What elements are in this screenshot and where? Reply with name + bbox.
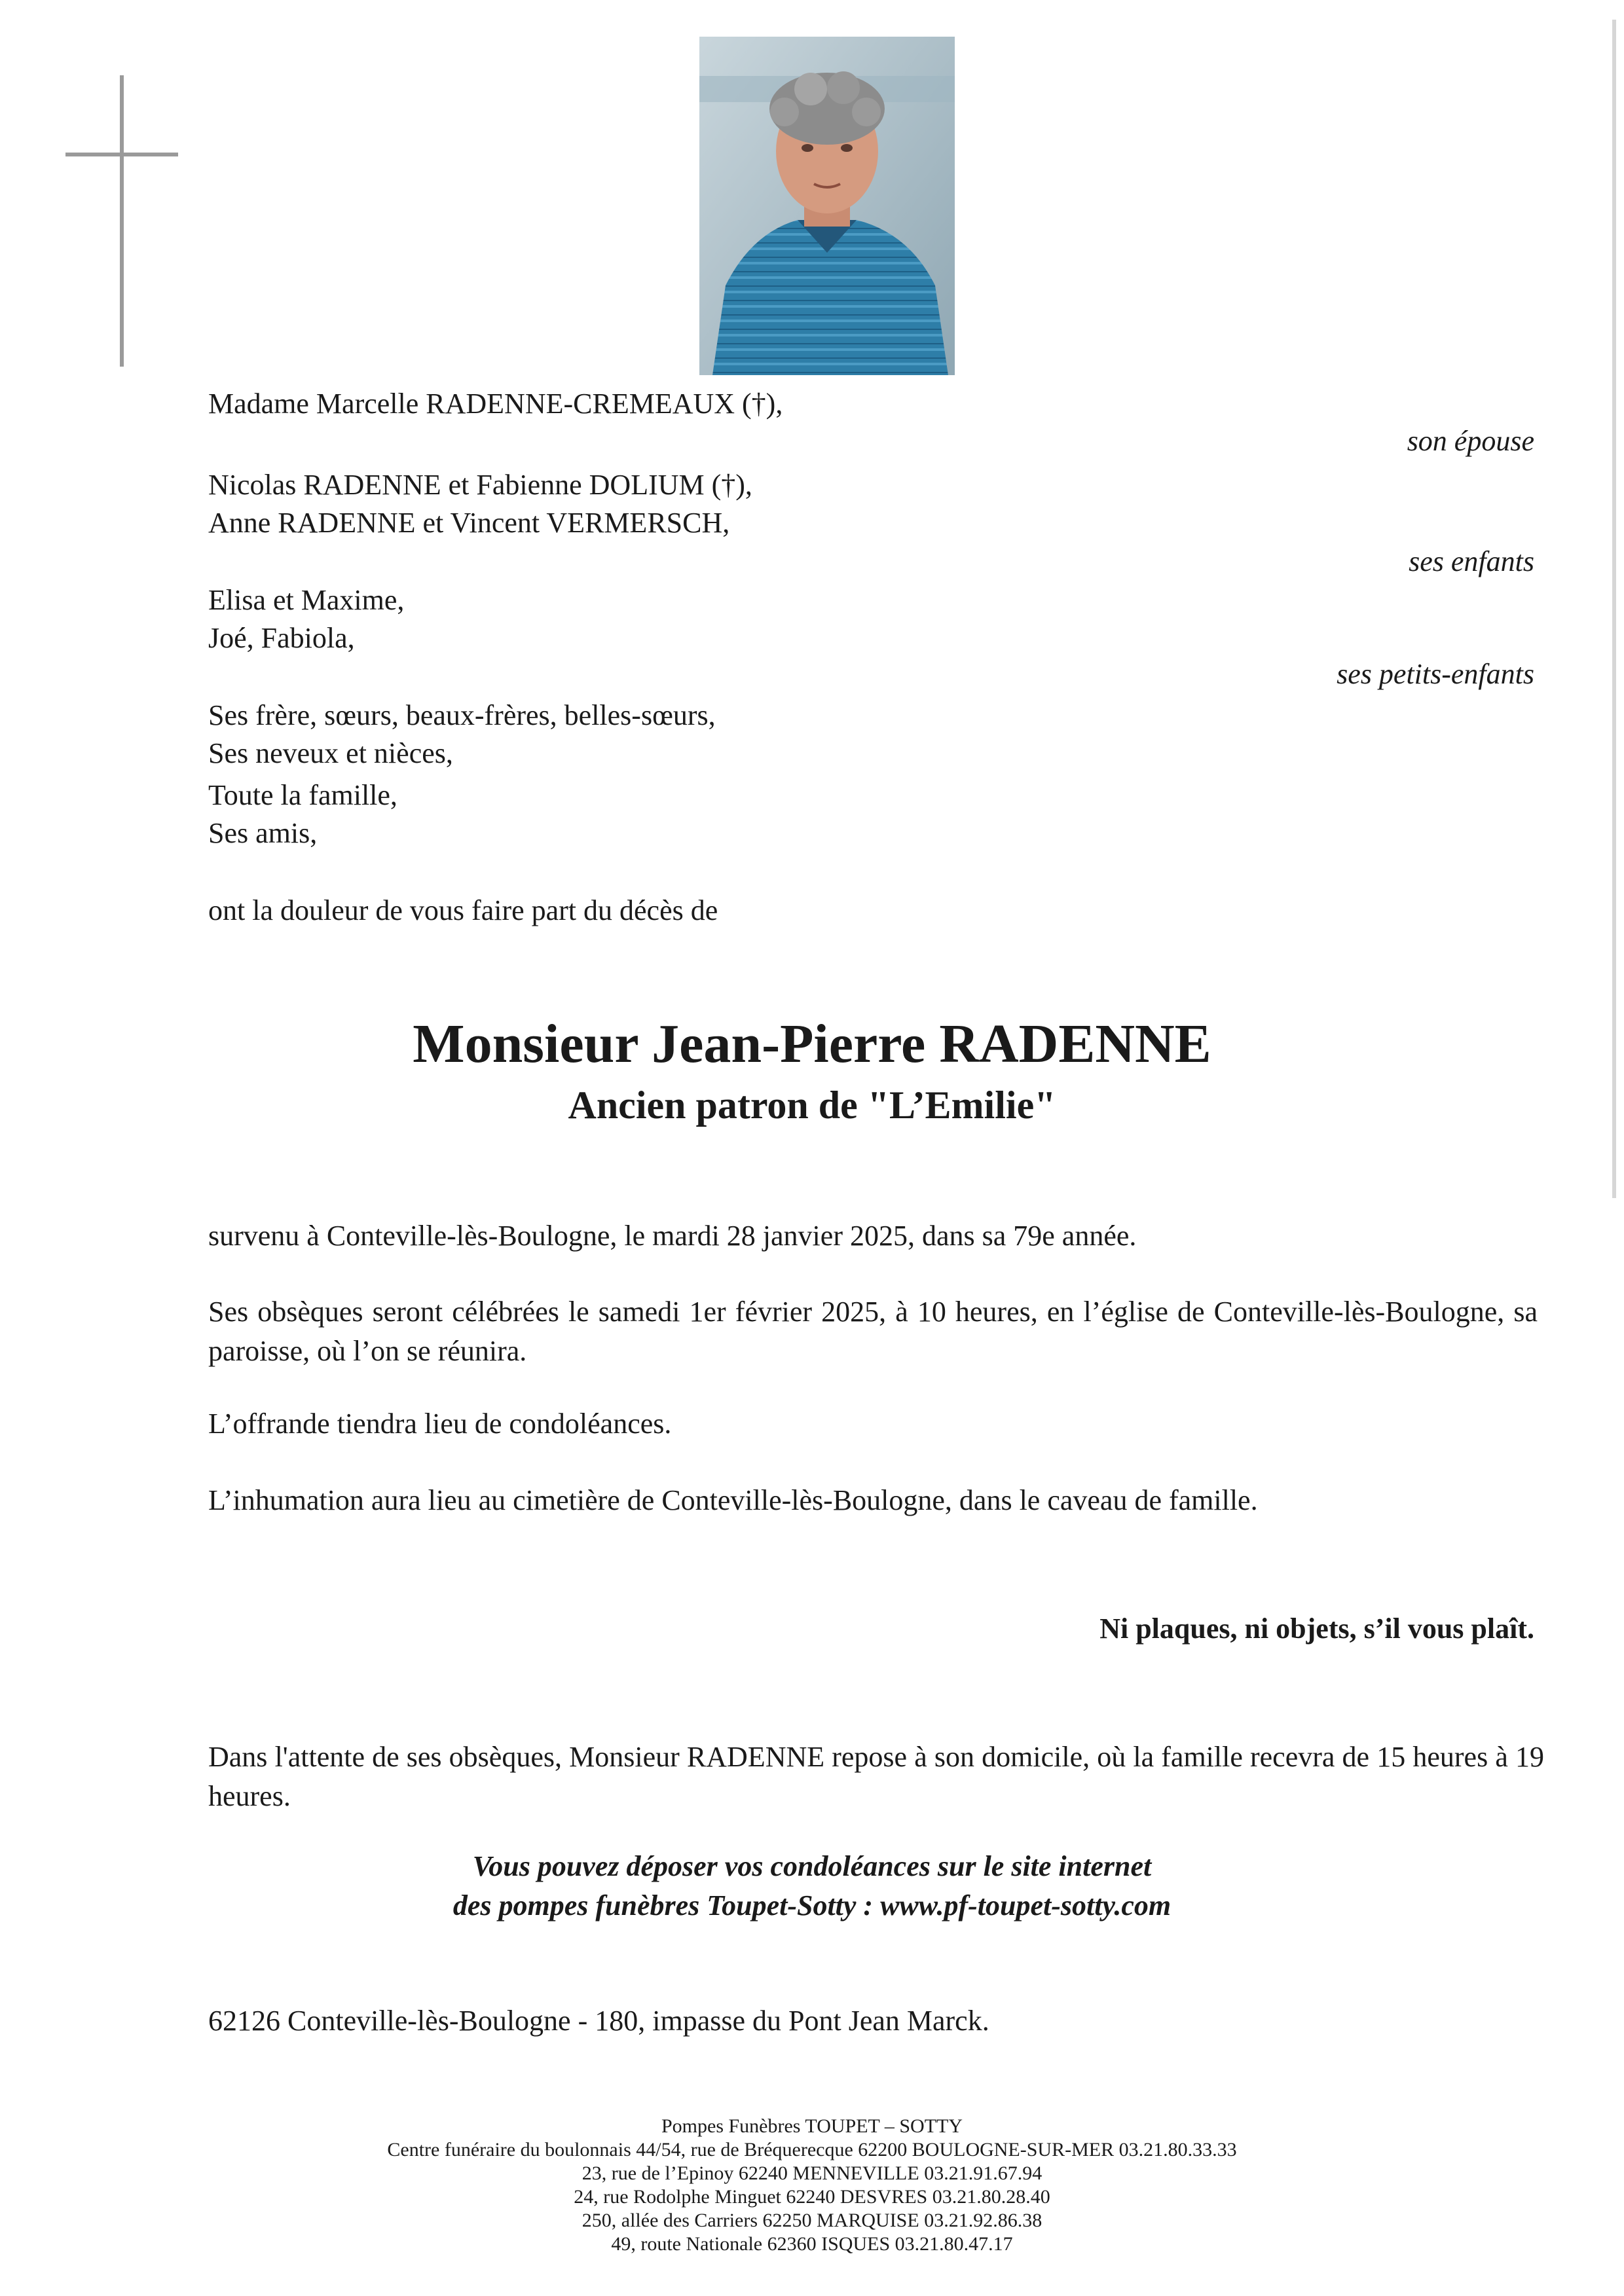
home-address: 62126 Conteville-lès-Boulogne - 180, impasse du Pont Jean Marck. [208, 2005, 989, 2037]
announcement-intro: ont la douleur de vous faire part du décès de [208, 894, 718, 926]
offering-note: L’offrande tiendra lieu de condoléances. [208, 1408, 672, 1440]
wake-info: Dans l'attente de ses obsèques, Monsieur RADENNE repose à son domicile, où la famille recevra de 15 heures à 19 heures. [208, 1741, 1544, 1812]
burial-info: L’inhumation aura lieu au cimetière de Conteville-lès-Boulogne, dans le caveau de famille. [208, 1484, 1258, 1516]
footer-location: 49, route Nationale 62360 ISQUES 03.21.80.47.17 [611, 2233, 1013, 2255]
footer-company: Pompes Funèbres TOUPET – SOTTY [661, 2115, 963, 2137]
death-info: survenu à Conteville-lès-Boulogne, le mardi 28 janvier 2025, dans sa 79e année. [208, 1220, 1137, 1252]
family-line: Ses amis, [208, 817, 318, 849]
family-line: Nicolas RADENNE et Fabienne DOLIUM (†), [208, 469, 752, 501]
no-flowers-note: Ni plaques, ni objets, s’il vous plaît. [1099, 1613, 1534, 1645]
family-line: Madame Marcelle RADENNE-CREMEAUX (†), [208, 388, 783, 420]
family-line: Toute la famille, [208, 779, 397, 811]
cross-icon-vertical [120, 75, 124, 367]
deceased-name: Monsieur Jean-Pierre RADENNE [413, 1013, 1211, 1074]
family-line: Elisa et Maxime, [208, 584, 405, 616]
portrait-photo [699, 37, 955, 375]
footer-location: 24, rue Rodolphe Minguet 62240 DESVRES 03.21.80.28.40 [574, 2186, 1050, 2208]
condolence-notice: Vous pouvez déposer vos condoléances sur le site internet [472, 1850, 1152, 1882]
footer-location: Centre funéraire du boulonnais 44/54, rue de Bréquerecque 62200 BOULOGNE-SUR-MER 03.21.80.33.33 [387, 2139, 1237, 2160]
role-label: son épouse [1407, 425, 1534, 457]
role-label: ses enfants [1409, 545, 1534, 577]
family-line: Anne RADENNE et Vincent VERMERSCH, [208, 507, 730, 539]
footer-location: 23, rue de l’Epinoy 62240 MENNEVILLE 03.21.91.67.94 [581, 2162, 1043, 2184]
footer-location: 250, allée des Carriers 62250 MARQUISE 03.21.92.86.38 [581, 2210, 1043, 2231]
role-label: ses petits-enfants [1337, 658, 1534, 690]
family-line: Joé, Fabiola, [208, 622, 355, 654]
condolence-website: des pompes funèbres Toupet-Sotty : www.pf-toupet-sotty.com [452, 1889, 1172, 1922]
deceased-subtitle: Ancien patron de "L’Emilie" [568, 1084, 1056, 1127]
family-line: Ses frère, sœurs, beaux-frères, belles-sœurs, [208, 699, 716, 731]
cross-icon-horizontal [65, 153, 178, 156]
family-line: Ses neveux et nièces, [208, 737, 453, 769]
funeral-info: Ses obsèques seront célébrées le samedi 1er février 2025, à 10 heures, en l’église de Conteville-lès-Boulogne, sa paroisse, où l’on se réunira. [208, 1296, 1538, 1367]
